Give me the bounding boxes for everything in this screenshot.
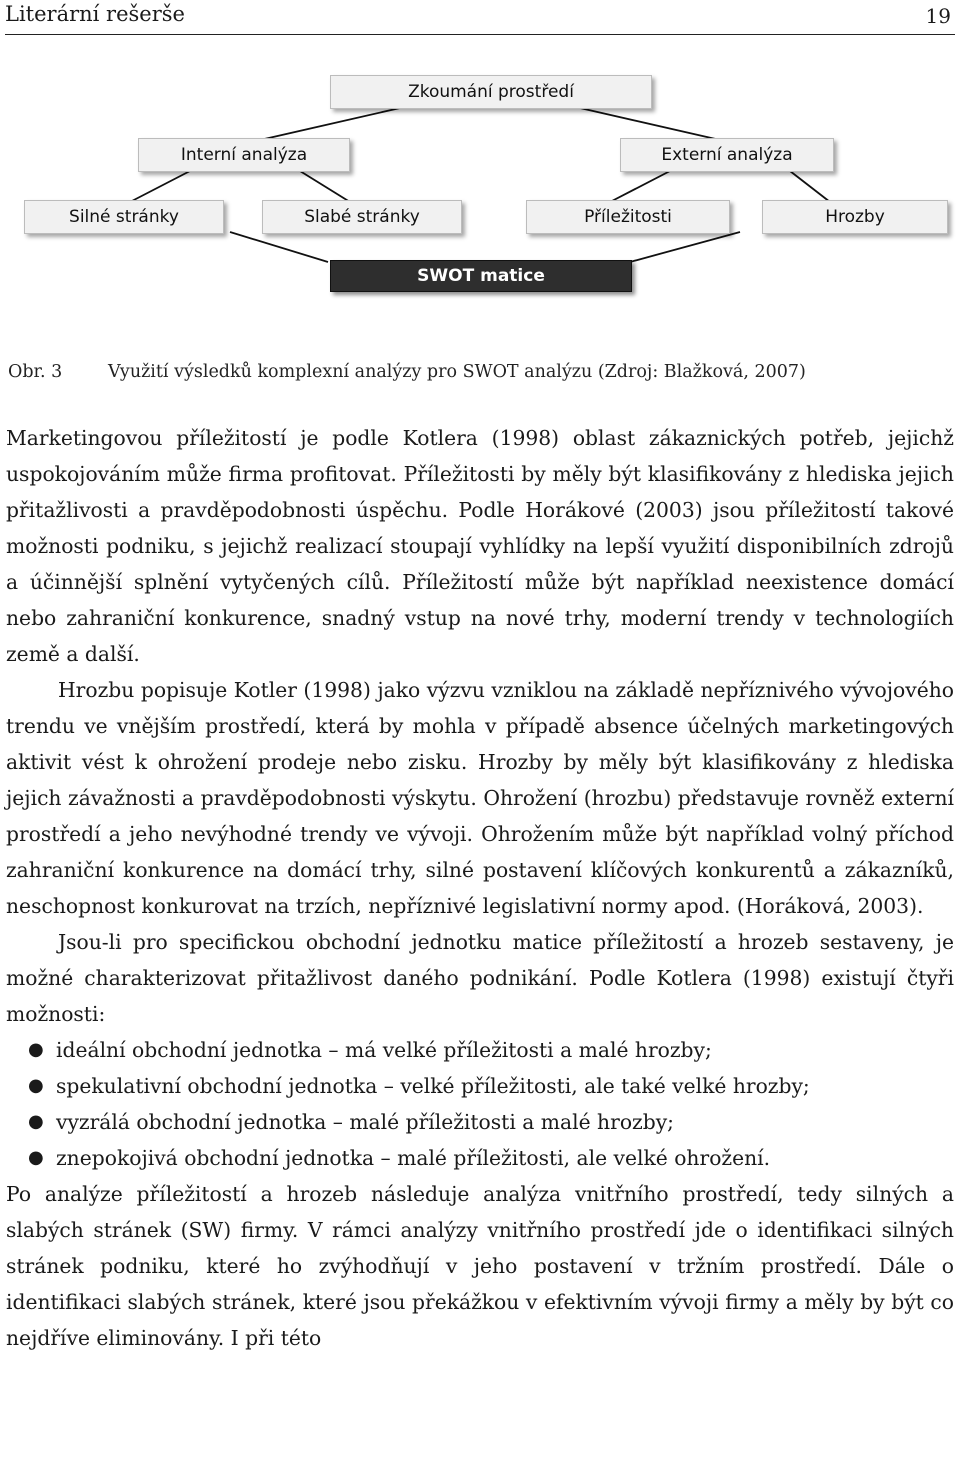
list-item-text: vyzrálá obchodní jednotka – malé příležitosti a malé hrozby;: [56, 1110, 674, 1134]
box-weaknesses: Slabé stránky: [262, 200, 462, 234]
connector-top-external: [580, 108, 720, 140]
swot-diagram: [0, 60, 960, 310]
list-item: [6, 1104, 954, 1140]
bullet-icon: ●: [28, 1111, 44, 1132]
box-internal-analysis: Interní analýza: [138, 138, 350, 172]
figure-caption: [8, 362, 806, 382]
list-item-text: spekulativní obchodní jednotka – velké příležitosti, ale také velké hrozby;: [56, 1074, 810, 1098]
bullet-icon: ●: [28, 1147, 44, 1168]
paragraph-closing: Po analýze příležitostí a hrozeb následuje analýza vnitřního prostředí, tedy silných a slabých stránek (SW) firmy. V rámci analýzy vnitřního prostředí jde o identifikaci silných stránek podniku, které ho zvýhodňují v jeho postavení v tržním prostředí. Dále o identifikaci slabých stránek, které jsou překážkou v efektivním vývoji firmy a měly by být co nejdříve eliminovány. I při této: [6, 1182, 954, 1350]
box-strengths: Silné stránky: [24, 200, 224, 234]
paragraph-business-unit: Jsou-li pro specifickou obchodní jednotku matice příležitostí a hrozeb sestaveny, je možné charakterizovat přitažlivost daného podnikání. Podle Kotlera (1998) existují čtyři možnosti:: [6, 930, 954, 1026]
paragraph-opportunities: Marketingovou příležitostí je podle Kotlera (1998) oblast zákaznických potřeb, jejichž uspokojováním může firma profitovat. Příležitosti by měly být klasifikovány z hlediska jejich přitažlivosti a pravděpodobnosti úspěchu. Podle Horákové (2003) jsou příležitostí takové možnosti podniku, s jejichž realizací stoupají vyhlídky na lepší využití disponibilních zdrojů a účinnější splnění vytyčených cílů. Příležitostí může být například neexistence domácí nebo zahraniční konkurence, snadný vstup na nové trhy, moderní trendy v technologiích země a další.: [6, 426, 954, 666]
body-text: [6, 420, 954, 1356]
bullet-icon: ●: [28, 1039, 44, 1060]
chapter-title: Literární rešerše: [5, 2, 185, 26]
list-item-text: ideální obchodní jednotka – má velké příležitosti a malé hrozby;: [56, 1038, 712, 1062]
connector-threats-swot: [630, 232, 740, 262]
paragraph-threats: Hrozbu popisuje Kotler (1998) jako výzvu vzniklou na základě nepříznivého vývojového trendu ve vnějším prostředí, která by mohla v případě absence účelných marketingových aktivit vést k ohrožení prodeje nebo zisku. Hrozby by měly být klasifikovány z hlediska jejich závažnosti a pravděpodobnosti výskytu. Ohrožení (hrozbu) představuje rovněž externí prostředí a jeho nevýhodné trendy ve vývoji. Ohrožením může být například volný příchod zahraniční konkurence na domácí trhy, silné postavení klíčových konkurentů a zákazníků, neschopnost konkurovat na trzích, nepříznivé legislativní normy apod. (Horáková, 2003).: [6, 678, 954, 918]
business-unit-list: [6, 1032, 954, 1176]
page-header: [5, 0, 955, 35]
list-item: [6, 1140, 954, 1176]
list-item: [6, 1032, 954, 1068]
box-swot-matrix: SWOT matice: [330, 260, 632, 292]
list-item: [6, 1068, 954, 1104]
connector-strengths-swot: [230, 232, 328, 262]
connector-internal-strengths: [130, 171, 190, 202]
connector-external-opportunities: [610, 171, 670, 202]
box-external-analysis: Externí analýza: [620, 138, 834, 172]
connector-top-internal: [260, 108, 400, 140]
box-threats: Hrozby: [762, 200, 948, 234]
page-number: 19: [925, 4, 951, 28]
connector-external-threats: [790, 171, 830, 202]
bullet-icon: ●: [28, 1075, 44, 1096]
box-opportunities: Příležitosti: [526, 200, 730, 234]
list-item-text: znepokojivá obchodní jednotka – malé příležitosti, ale velké ohrožení.: [56, 1146, 771, 1170]
box-environment: Zkoumání prostředí: [330, 75, 652, 109]
figure-caption-text: Využití výsledků komplexní analýzy pro SWOT analýzu (Zdroj: Blažková, 2007): [108, 362, 806, 382]
connector-internal-weaknesses: [300, 171, 350, 202]
figure-number: Obr. 3: [8, 362, 63, 382]
